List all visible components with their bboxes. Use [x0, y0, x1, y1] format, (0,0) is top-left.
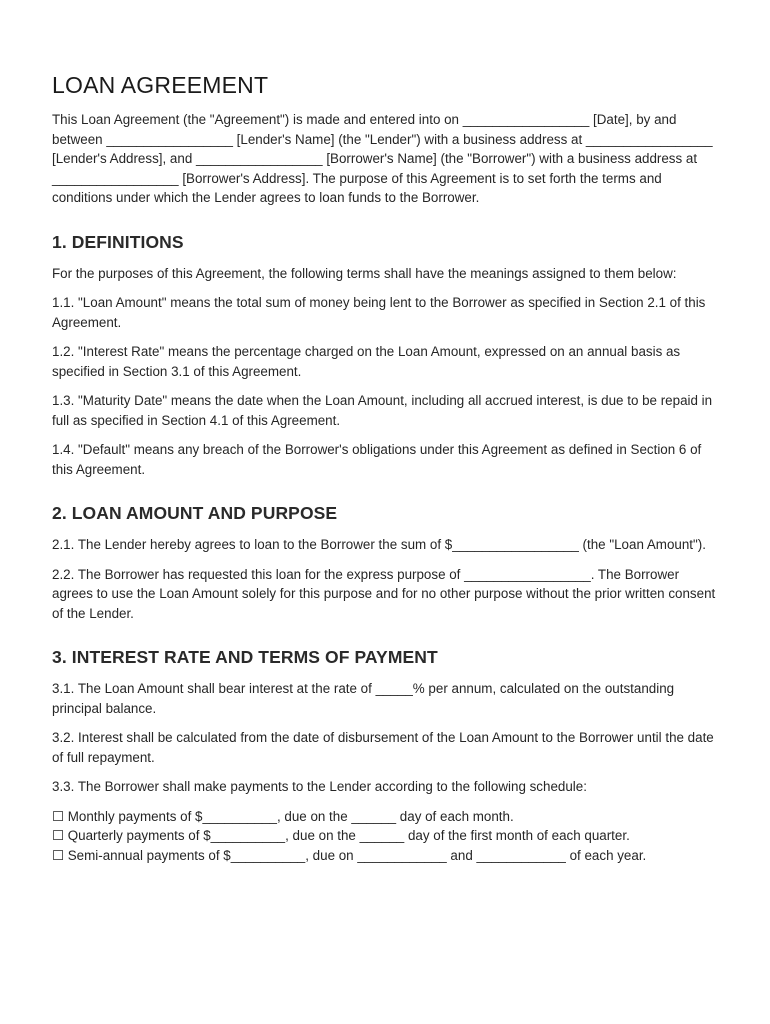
document-page	[52, 70, 722, 865]
definition-1-2: 1.2. "Interest Rate" means the percentage charged on the Loan Amount, expressed on an annual basis as specified in Section 3.1 of this Agreement.	[52, 344, 681, 379]
option-quarterly-label: Quarterly payments of $__________, due on the ______ day of the first month of each quarter.	[67, 828, 630, 843]
checkbox-icon[interactable]: ☐	[52, 808, 65, 824]
intro-paragraph: This Loan Agreement (the "Agreement") is made and entered into on _________________ [Date], by and between _________________ [Lender's Name] (the "Lender") with a business address at _________________ [Lender's Address], and _________________ [Borrower's Name] (the "Borrower") with a business address at _________________ [Borrower's Address]. The purpose of this Agreement is to set forth the terms and conditions under which the Lender agrees to loan funds to the Borrower.	[52, 112, 713, 205]
definition-1-3: 1.3. "Maturity Date" means the date when the Loan Amount, including all accrued interest, is due to be repaid in full as specified in Section 4.1 of this Agreement.	[52, 393, 713, 428]
definition-1-4: 1.4. "Default" means any breach of the Borrower's obligations under this Agreement as defined in Section 6 of this Agreement.	[52, 442, 702, 477]
section-interest	[52, 646, 722, 865]
clause-3-3: 3.3. The Borrower shall make payments to the Lender according to the following schedule:	[52, 779, 587, 794]
checkbox-icon[interactable]: ☐	[52, 828, 65, 843]
option-semiannual-label: Semi-annual payments of $__________, due on ____________ and ____________ of each year.	[67, 847, 647, 863]
clause-3-2: 3.2. Interest shall be calculated from the date of disbursement of the Loan Amount to the Borrower until the date of full repayment.	[52, 730, 714, 765]
payment-schedule-options	[52, 807, 722, 866]
clause-2-1: 2.1. The Lender hereby agrees to loan to the Borrower the sum of $_________________ (the "Loan Amount").	[52, 537, 706, 552]
definitions-lead: For the purposes of this Agreement, the following terms shall have the meanings assigned to them below:	[52, 265, 677, 281]
section-heading-definitions: 1. DEFINITIONS	[52, 231, 184, 252]
option-monthly	[52, 807, 722, 827]
section-heading-loan-amount: 2. LOAN AMOUNT AND PURPOSE	[52, 503, 338, 523]
section-heading-interest: 3. INTEREST RATE AND TERMS OF PAYMENT	[52, 647, 438, 667]
document-title: LOAN AGREEMENT	[52, 72, 269, 98]
option-quarterly	[52, 826, 722, 846]
clause-3-1: 3.1. The Loan Amount shall bear interest at the rate of _____% per annum, calculated on the outstanding principal balance.	[52, 681, 675, 716]
section-definitions	[52, 231, 722, 480]
checkbox-icon[interactable]: ☐	[52, 847, 65, 863]
definition-1-1: 1.1. "Loan Amount" means the total sum of money being lent to the Borrower as specified in Section 2.1 of this Agreement.	[52, 295, 706, 330]
section-loan-amount	[52, 502, 722, 623]
option-semiannual	[52, 846, 722, 866]
clause-2-2: 2.2. The Borrower has requested this loan for the express purpose of _________________. The Borrower agrees to use the Loan Amount solely for this purpose and for no other purpose without the prior written consent of the Lender.	[52, 566, 716, 621]
option-monthly-label: Monthly payments of $__________, due on the ______ day of each month.	[67, 808, 514, 824]
